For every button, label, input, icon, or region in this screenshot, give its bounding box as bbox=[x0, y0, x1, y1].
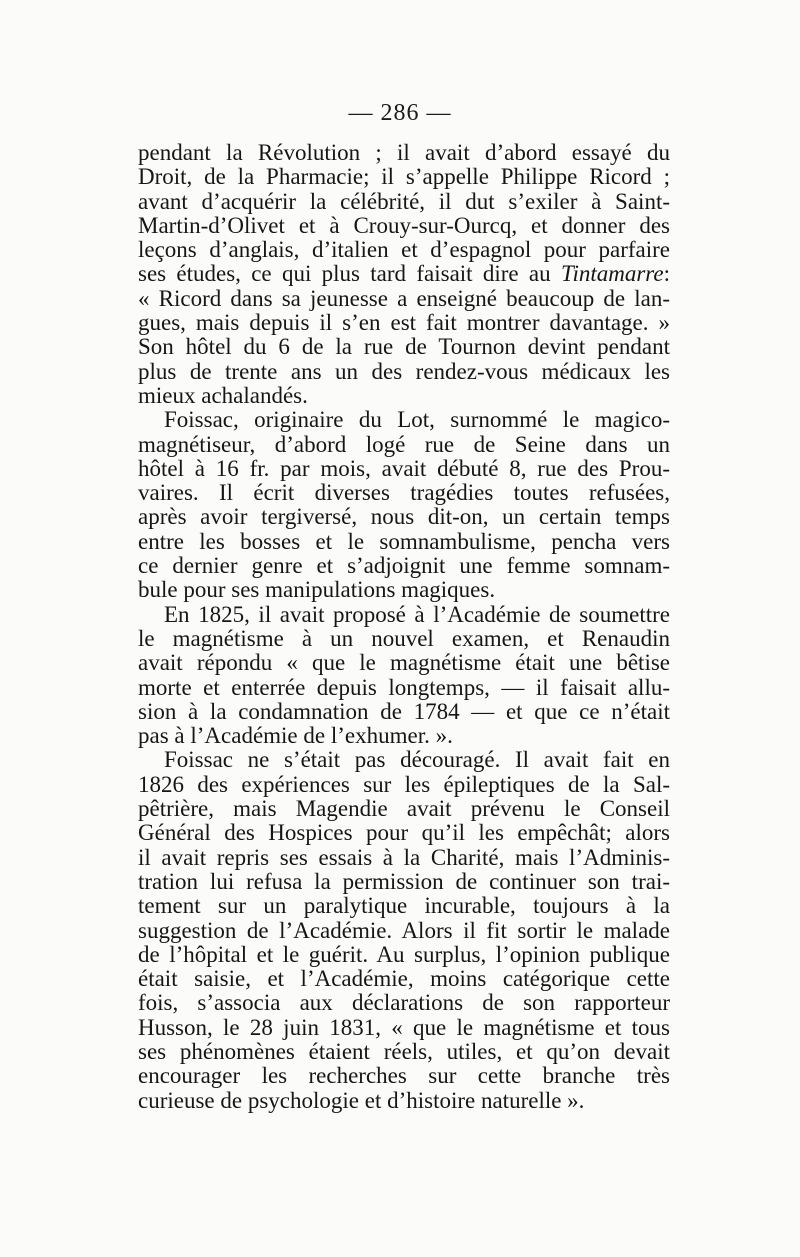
text-line: morte et enterrée depuis longtemps, — il faisait allu- bbox=[138, 674, 670, 700]
text-line: En 1825, il avait proposé à l’Académie de soumettre bbox=[164, 601, 670, 627]
text-line: suggestion de l’Académie. Alors il fit sortir le malade bbox=[138, 917, 670, 943]
text-line: 1826 des expériences sur les épileptiques de la Sal- bbox=[138, 771, 670, 797]
text-line: Général des Hospices pour qu’il les empêchât; alors bbox=[138, 820, 670, 846]
text-line: plus de trente ans un des rendez-vous médicaux les bbox=[138, 358, 670, 384]
page-number: — 286 — bbox=[348, 100, 452, 126]
text-line: Husson, le 28 juin 1831, « que le magnétisme et tous bbox=[138, 1014, 670, 1040]
text-line: bule pour ses manipulations magiques. bbox=[138, 577, 496, 603]
text-line: leçons d’anglais, d’italien et d’espagnol pour parfaire bbox=[138, 237, 670, 263]
text-line: magnétiseur, d’abord logé rue de Seine dans un bbox=[138, 431, 670, 457]
body-text bbox=[138, 141, 670, 1113]
text-line: Foissac ne s’était pas découragé. Il avait fait en bbox=[164, 747, 670, 773]
text-line: après avoir tergiversé, nous dit-on, un certain temps bbox=[138, 504, 670, 530]
text-line: Son hôtel du 6 de la rue de Tournon devint pendant bbox=[138, 334, 670, 360]
text-line: tement sur un paralytique incurable, toujours à la bbox=[138, 893, 670, 919]
text-line: il avait repris ses essais à la Charité, mais l’Adminis- bbox=[138, 844, 670, 870]
text-line: vaires. Il écrit diverses tragédies toutes refusées, bbox=[138, 480, 670, 506]
text-line: encourager les recherches sur cette branche très bbox=[138, 1063, 670, 1089]
text-line: avait répondu « que le magnétisme était une bêtise bbox=[138, 650, 670, 676]
text-line: pendant la Révolution ; il avait d’abord essayé du bbox=[138, 140, 670, 165]
text-line: curieuse de psychologie et d’histoire naturelle ». bbox=[138, 1087, 585, 1113]
journal-title: Tintamarre bbox=[560, 261, 664, 287]
text-line: fois, s’associa aux déclarations de son rapporteur bbox=[138, 990, 670, 1016]
text-line: Foissac, originaire du Lot, surnommé le magico- bbox=[164, 407, 670, 433]
text-line: ce dernier genre et s’adjoignit une femme somnam- bbox=[138, 553, 670, 579]
text-line: hôtel à 16 fr. par mois, avait débuté 8, rue des Prou- bbox=[138, 455, 670, 481]
text-line: ses phénomènes étaient réels, utiles, et qu’on devait bbox=[138, 1038, 670, 1064]
text-line: sion à la condamnation de 1784 — et que ce n’était bbox=[138, 698, 670, 724]
text-line: avant d’acquérir la célébrité, il dut s’exiler à Saint- bbox=[138, 188, 670, 214]
text-line: Martin-d’Olivet et à Crouy-sur-Ourcq, et donner des bbox=[138, 212, 670, 238]
text-line: de l’hôpital et le guérit. Au surplus, l’opinion publique bbox=[138, 941, 670, 967]
text-line: le magnétisme à un nouvel examen, et Renaudin bbox=[138, 625, 670, 651]
text-line: ses études, ce qui plus tard faisait dire au Tintamarre: bbox=[138, 261, 670, 287]
text-line: mieux achalandés. bbox=[138, 382, 308, 408]
text-line: entre les bosses et le somnambulisme, pencha vers bbox=[138, 528, 670, 554]
text-line: pêtrière, mais Magendie avait prévenu le Conseil bbox=[138, 796, 670, 822]
text-line: gues, mais depuis il s’en est fait montrer davantage. » bbox=[138, 310, 670, 336]
text-line: était saisie, et l’Académie, moins catégorique cette bbox=[138, 966, 670, 992]
text-line: tration lui refusa la permission de continuer son trai- bbox=[138, 868, 670, 894]
text-line: pas à l’Académie de l’exhumer. ». bbox=[138, 723, 453, 749]
text-line: « Ricord dans sa jeunesse a enseigné beaucoup de lan- bbox=[138, 285, 670, 311]
text-line: Droit, de la Pharmacie; il s’appelle Philippe Ricord ; bbox=[138, 164, 670, 190]
